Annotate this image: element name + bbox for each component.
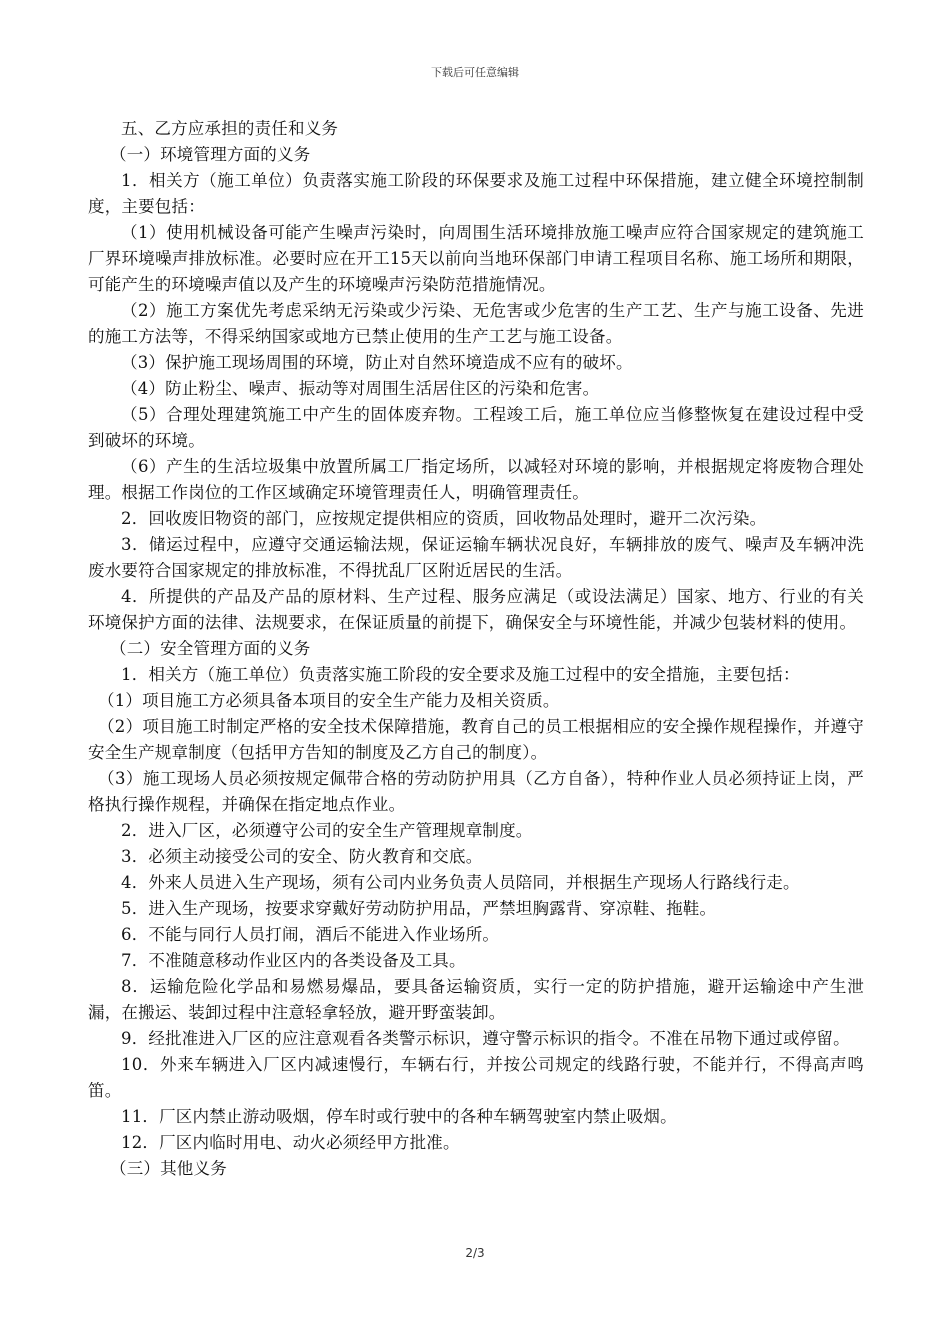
paragraph: 3．储运过程中，应遵守交通运输法规，保证运输车辆状况良好，车辆排放的废气、噪声及车辆冲洗废水要符合国家规定的排放标准，不得扰乱厂区附近居民的生活。 (88, 535, 864, 580)
paragraph: （4）防止粉尘、噪声、振动等对周围生活居住区的污染和危害。 (121, 379, 600, 398)
paragraph: 11．厂区内禁止游动吸烟，停车时或行驶中的各种车辆驾驶室内禁止吸烟。 (121, 1107, 677, 1126)
paragraph: 1．相关方（施工单位）负责落实施工阶段的安全要求及施工过程中的安全措施，主要包括： (121, 665, 800, 684)
paragraph: 7．不准随意移动作业区内的各类设备及工具。 (121, 951, 466, 970)
paragraph: （二）安全管理方面的义务 (110, 639, 311, 658)
paragraph: （三）其他义务 (110, 1159, 227, 1178)
paragraph: 12．厂区内临时用电、动火必须经甲方批准。 (121, 1133, 460, 1152)
paragraph: 3．必须主动接受公司的安全、防火教育和交底。 (121, 847, 483, 866)
paragraph: 2．回收废旧物资的部门，应按规定提供相应的资质，回收物品处理时，避开二次污染。 (121, 509, 767, 528)
paragraph: 8．运输危险化学品和易燃易爆品，要具备运输资质，实行一定的防护措施，避开运输途中产生泄漏，在搬运、装卸过程中注意轻拿轻放，避开野蛮装卸。 (88, 977, 864, 1022)
paragraph: （2）施工方案优先考虑采纳无污染或少污染、无危害或少危害的生产工艺、生产与施工设备、先进的施工方法等，不得采纳国家或地方已禁止使用的生产工艺与施工设备。 (88, 301, 864, 346)
paragraph: 5．进入生产现场，按要求穿戴好劳动防护用品，严禁坦胸露背、穿凉鞋、拖鞋。 (121, 899, 717, 918)
paragraph: 1．相关方（施工单位）负责落实施工阶段的环保要求及施工过程中环保措施，建立健全环境控制制度，主要包括： (88, 171, 864, 216)
paragraph: （1）使用机械设备可能产生噪声污染时，向周围生活环境排放施工噪声应符合国家规定的建筑施工厂界环境噪声排放标准。必要时应在开工15天以前向当地环保部门申请工程项目名称、施工场所和期限，可能产生的环境噪声值以及产生的环境噪声污染防范措施情况。 (88, 223, 864, 294)
paragraph: 2．进入厂区，必须遵守公司的安全生产管理规章制度。 (121, 821, 533, 840)
document-body (88, 116, 864, 1182)
paragraph: 6．不能与同行人员打闹，酒后不能进入作业场所。 (121, 925, 500, 944)
paragraph: 五、乙方应承担的责任和义务 (121, 119, 339, 138)
page-number: 2/3 (465, 1246, 485, 1260)
paragraph: 4．所提供的产品及产品的原材料、生产过程、服务应满足（或设法满足）国家、地方、行业的有关环境保护方面的法律、法规要求，在保证质量的前提下，确保安全与环境性能，并减少包装材料的使用。 (88, 587, 864, 632)
paragraph: （2）项目施工时制定严格的安全技术保障措施，教育自己的员工根据相应的安全操作规程操作，并遵守安全生产规章制度（包括甲方告知的制度及乙方自己的制度）。 (88, 717, 864, 762)
page-header: 下载后可任意编辑 (431, 66, 519, 79)
paragraph: （一）环境管理方面的义务 (110, 145, 311, 164)
paragraph: （6）产生的生活垃圾集中放置所属工厂指定场所，以减轻对环境的影响，并根据规定将废物合理处理。根据工作岗位的工作区域确定环境管理责任人，明确管理责任。 (88, 457, 864, 502)
paragraph: （1）项目施工方必须具备本项目的安全生产能力及相关资质。 (98, 691, 560, 710)
paragraph: （3）施工现场人员必须按规定佩带合格的劳动防护用具（乙方自备），特种作业人员必须持证上岗，严格执行操作规程，并确保在指定地点作业。 (88, 769, 864, 814)
paragraph: 4．外来人员进入生产现场，须有公司内业务负责人员陪同，并根据生产现场人行路线行走。 (121, 873, 800, 892)
paragraph: （3）保护施工现场周围的环境，防止对自然环境造成不应有的破坏。 (121, 353, 633, 372)
paragraph: 9．经批准进入厂区的应注意观看各类警示标识，遵守警示标识的指令。不准在吊物下通过或停留。 (121, 1029, 850, 1048)
paragraph: 10．外来车辆进入厂区内减速慢行，车辆右行，并按公司规定的线路行驶，不能并行，不得高声鸣笛。 (88, 1055, 864, 1100)
paragraph: （5）合理处理建筑施工中产生的固体废弃物。工程竣工后，施工单位应当修整恢复在建设过程中受到破坏的环境。 (88, 405, 864, 450)
